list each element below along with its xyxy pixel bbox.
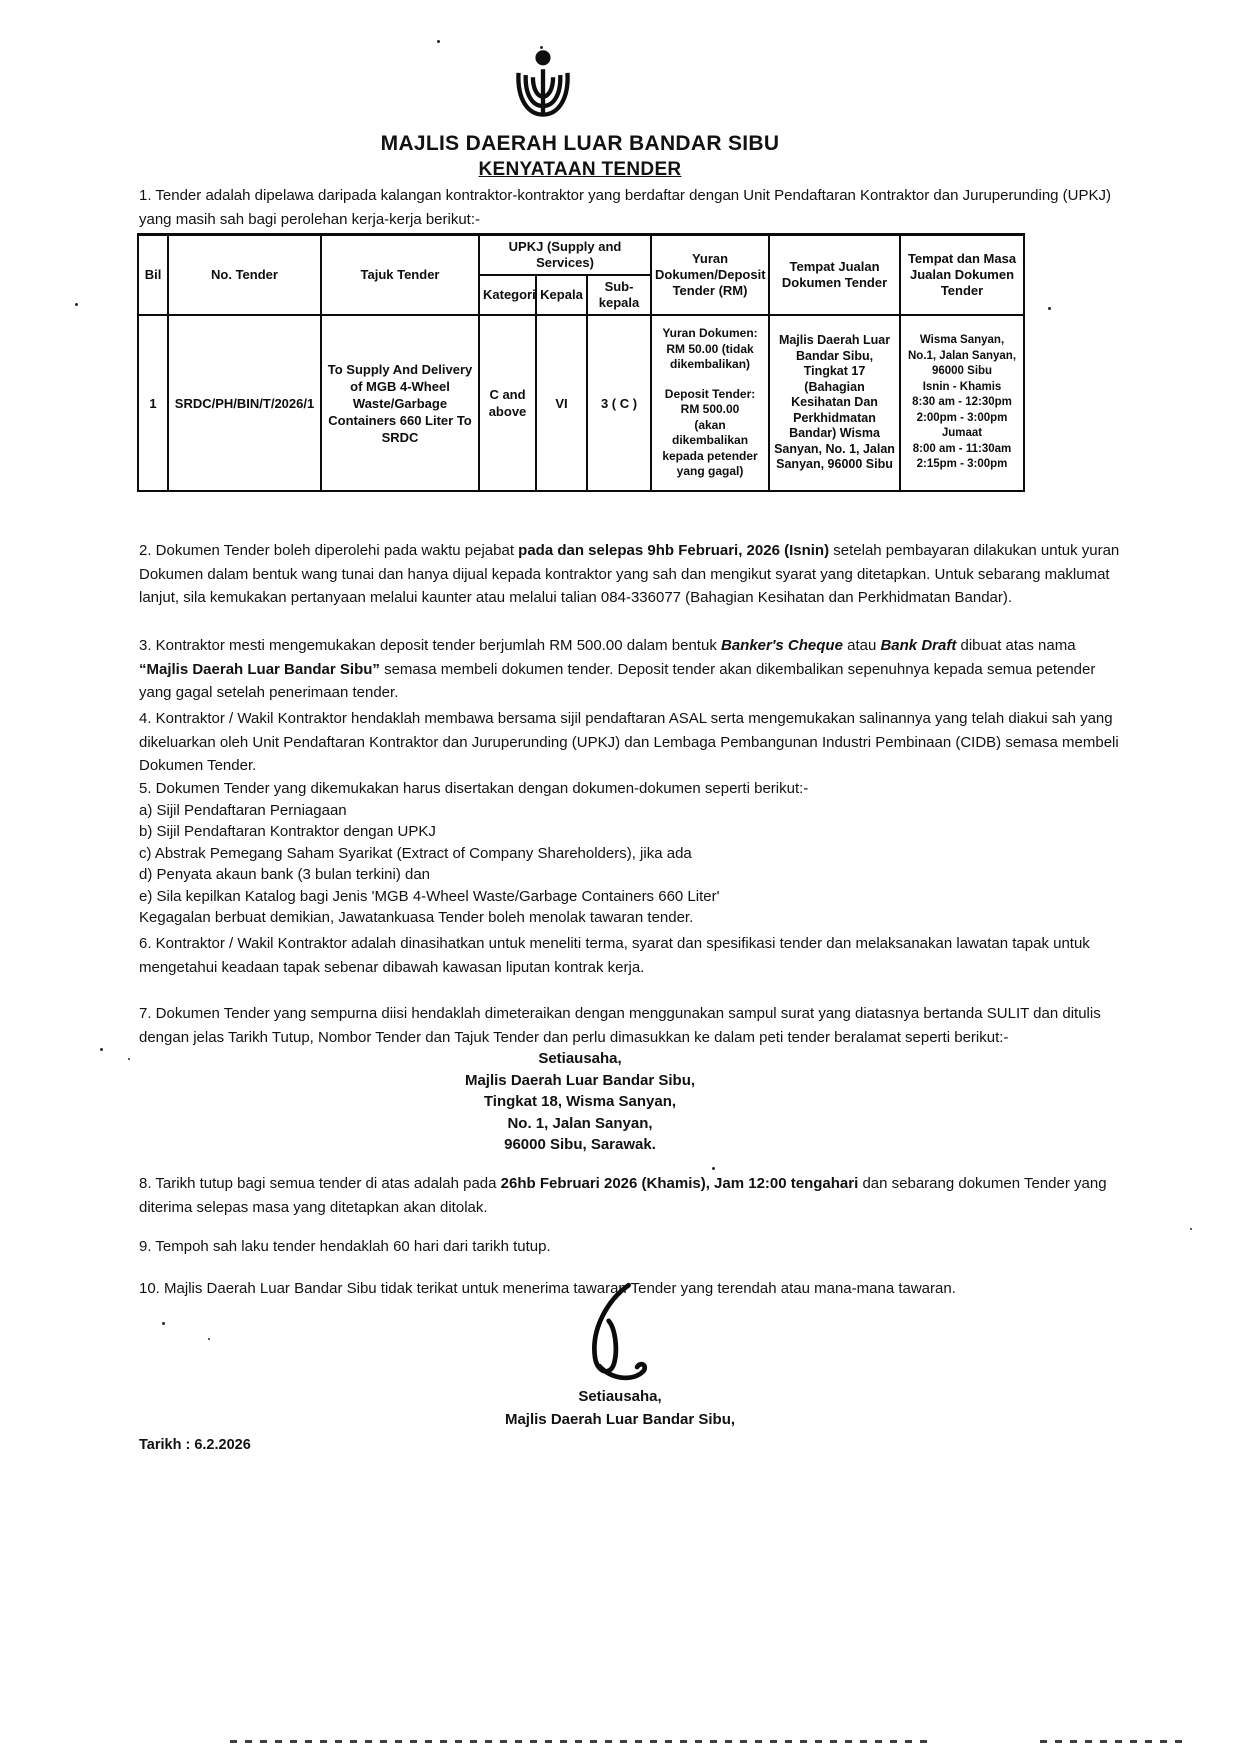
paragraph-6: 6. Kontraktor / Wakil Kontraktor adalah dinasihatkan untuk meneliti terma, syarat dan spesifikasi tender dan melaksanakan lawatan tapak untuk mengetahui keadaan tapak sebenar dibawah kawasan liputan kontrak kerja.: [139, 935, 1090, 976]
text-segment: dibuat atas nama: [956, 637, 1076, 654]
paragraph-5-requirements: [139, 778, 1120, 929]
cell-kategori: C and above: [479, 315, 536, 491]
scan-noise-dot: [208, 1338, 210, 1340]
scan-noise-dot: [712, 1167, 715, 1170]
col-header-yuran: Yuran Dokumen/Deposit Tender (RM): [651, 235, 769, 316]
cell-tempat-masa: [900, 315, 1024, 491]
masa-line: Isnin - Khamis: [922, 380, 1002, 393]
paragraph-8: [139, 1172, 1120, 1219]
bankers-cheque-segment: Banker's Cheque: [720, 637, 843, 654]
scan-noise-dot: [162, 1322, 165, 1325]
address-line: Majlis Daerah Luar Bandar Sibu,: [464, 1071, 696, 1089]
spacer: [655, 373, 765, 387]
text-segment: 2. Dokumen Tender boleh diperolehi pada waktu pejabat: [139, 542, 519, 559]
col-header-tajuk-tender: Tajuk Tender: [321, 235, 479, 316]
paragraph-10: 10. Majlis Daerah Luar Bandar Sibu tidak terikat untuk menerima tawaran Tender yang terendah atau mana-mana tawaran.: [139, 1280, 956, 1297]
paragraph-3: [139, 634, 1120, 705]
masa-line: 96000 Sibu: [931, 365, 993, 378]
deposit-note-text: (akan dikembalikan kepada petender yang gagal): [662, 417, 758, 479]
masa-line: No.1, Jalan Sanyan,: [908, 349, 1017, 362]
masa-line: 8:00 am - 11:30am: [912, 442, 1012, 455]
masa-line: Wisma Sanyan,: [919, 334, 1005, 347]
col-header-no-tender: No. Tender: [168, 235, 321, 316]
address-line: No. 1, Jalan Sanyan,: [507, 1114, 653, 1132]
scan-noise-dot: [100, 1048, 103, 1051]
col-header-upkj-group: UPKJ (Supply and Services): [479, 235, 651, 276]
col-header-kepala: Kepala: [536, 275, 587, 315]
deposit-tender-text: Deposit Tender: RM 500.00: [664, 386, 756, 417]
requirement-item-d: d) Penyata akaun bank (3 bulan terkini) dan: [139, 866, 431, 883]
paragraph-2: [139, 539, 1120, 610]
text-segment: setelah pembayaran dilakukan untuk yuran Dokumen dalam bentuk wang tunai dan hanya dijual kepada kontraktor yang sah dan mengikut syarat yang ditetapkan. Untuk sebarang maklumat lanjut, sila kemukakan pertanyaan melalui kaunter atau melalui talian 084-336077 (Bahagian Kesihatan dan Perkhidmatan Bandar).: [139, 542, 1120, 606]
scan-noise-dot: [1048, 307, 1051, 310]
bank-draft-segment: Bank Draft: [880, 637, 957, 654]
address-line: Tingkat 18, Wisma Sanyan,: [483, 1093, 677, 1110]
cell-kepala: VI: [536, 315, 587, 491]
document-header: [137, 48, 1023, 181]
cell-tempat-jualan: Majlis Daerah Luar Bandar Sibu, Tingkat 17 (Bahagian Kesihatan Dan Perkhidmatan Bandar) Wisma Sanyan, No. 1, Jalan Sanyan, 96000 Sibu: [769, 315, 900, 491]
cell-tajuk-tender: To Supply And Delivery of MGB 4-Wheel Waste/Garbage Containers 660 Liter To SRDC: [321, 315, 479, 491]
text-segment: dan sebarang dokumen Tender yang diterima selepas masa yang ditetapkan akan ditolak.: [139, 1175, 1107, 1216]
signatory-title: Setiausaha,: [578, 1388, 662, 1405]
text-segment: 3. Kontraktor mesti mengemukakan deposit tender berjumlah RM 500.00 dalam bentuk: [139, 637, 721, 654]
cell-yuran-deposit: [651, 315, 769, 491]
address-line: Setiausaha,: [538, 1050, 622, 1067]
scan-noise-dot: [75, 303, 78, 306]
col-header-tempat-masa: Tempat dan Masa Jualan Dokumen Tender: [900, 235, 1024, 316]
requirements-heading: 5. Dokumen Tender yang dikemukakan harus disertakan dengan dokumen-dokumen seperti berikut:-: [139, 780, 809, 797]
paragraph-7: 7. Dokumen Tender yang sempurna diisi hendaklah dimeteraikan dengan menggunakan sampul surat yang diatasnya bertanda SULIT dan ditulis dengan jelas Tarikh Tutup, Nombor Tender dan Tajuk Tender dan perlu dimasukkan ke dalam peti tender beralamat seperti berikut:-: [139, 1005, 1101, 1046]
council-logo-icon: [507, 48, 579, 128]
tender-box-address: [137, 1048, 1023, 1156]
text-segment: atau: [842, 637, 881, 654]
requirement-item-b: b) Sijil Pendaftaran Kontraktor dengan UPKJ: [139, 823, 436, 840]
scan-noise-dot: [128, 1058, 130, 1060]
col-header-sub-kepala: Sub-kepala: [587, 275, 651, 315]
requirement-item-e: e) Sila kepilkan Katalog bagi Jenis 'MGB 4-Wheel Waste/Garbage Containers 660 Liter': [139, 887, 720, 905]
document-date: Tarikh : 6.2.2026: [139, 1437, 251, 1453]
tender-table: [137, 233, 1025, 492]
payee-name-segment: “Majlis Daerah Luar Bandar Sibu”: [139, 660, 380, 678]
masa-line: 8:30 am - 12:30pm: [912, 396, 1012, 409]
bold-date-segment: pada dan selepas 9hb Februari, 2026 (Isnin): [518, 542, 830, 559]
scan-edge-artifact: [230, 1740, 930, 1743]
paragraph-4: 4. Kontraktor / Wakil Kontraktor hendaklah membawa bersama sijil pendaftaran ASAL serta mengemukakan salinannya yang telah diakui sah yang dikeluarkan oleh Unit Pendaftaran Kontraktor dan Juruperunding (UPKJ) dan Lembaga Pembangunan Industri Pembinaan (CIDB) semasa membeli Dokumen Tender.: [139, 710, 1119, 774]
document-title: KENYATAAN TENDER: [478, 159, 682, 180]
scan-edge-artifact: [1040, 1740, 1185, 1743]
text-segment: 8. Tarikh tutup bagi semua tender di atas adalah pada: [139, 1175, 501, 1192]
requirement-item-c: c) Abstrak Pemegang Saham Syarikat (Extract of Company Shareholders), jika ada: [139, 844, 692, 862]
cell-sub-kepala: 3 ( C ): [587, 315, 651, 491]
col-header-bil: Bil: [138, 235, 168, 316]
cell-no-tender: SRDC/PH/BIN/T/2026/1: [168, 315, 321, 491]
scan-noise-dot: [1190, 1228, 1192, 1230]
masa-line: Jumaat: [941, 427, 983, 440]
signatory-organization: Majlis Daerah Luar Bandar Sibu,: [504, 1411, 736, 1428]
paragraph-9: 9. Tempoh sah laku tender hendaklah 60 hari dari tarikh tutup.: [139, 1238, 551, 1255]
closing-date-segment: 26hb Februari 2026 (Khamis), Jam 12:00 tengahari: [500, 1175, 859, 1192]
col-header-tempat-jualan: Tempat Jualan Dokumen Tender: [769, 235, 900, 316]
scan-noise-dot: [540, 46, 543, 49]
organization-name: MAJLIS DAERAH LUAR BANDAR SIBU: [380, 132, 780, 155]
requirement-item-a: a) Sijil Pendaftaran Perniagaan: [139, 801, 347, 819]
col-header-kategori: Kategori: [479, 275, 536, 315]
text-segment: semasa membeli dokumen tender. Deposit tender akan dikembalikan sepenuhnya kepada semua petender yang gagal setelah penerimaan tender.: [139, 660, 1096, 701]
masa-line: 2:00pm - 3:00pm: [916, 411, 1008, 424]
requirements-closing: Kegagalan berbuat demikian, Jawatankuasa Tender boleh menolak tawaran tender.: [139, 909, 694, 926]
handwritten-signature: [565, 1282, 665, 1387]
yuran-dokumen-text: Yuran Dokumen: RM 50.00 (tidak dikembalikan): [662, 326, 758, 372]
table-row: [138, 315, 1024, 491]
scan-noise-dot: [437, 40, 440, 43]
address-line: 96000 Sibu, Sarawak.: [504, 1136, 656, 1153]
cell-bil: 1: [138, 315, 168, 491]
masa-line: 2:15pm - 3:00pm: [916, 458, 1008, 471]
paragraph-1: 1. Tender adalah dipelawa daripada kalangan kontraktor-kontraktor yang berdaftar dengan Unit Pendaftaran Kontraktor dan Juruperunding (UPKJ) yang masih sah bagi perolehan kerja-kerja berikut:-: [139, 187, 1112, 228]
